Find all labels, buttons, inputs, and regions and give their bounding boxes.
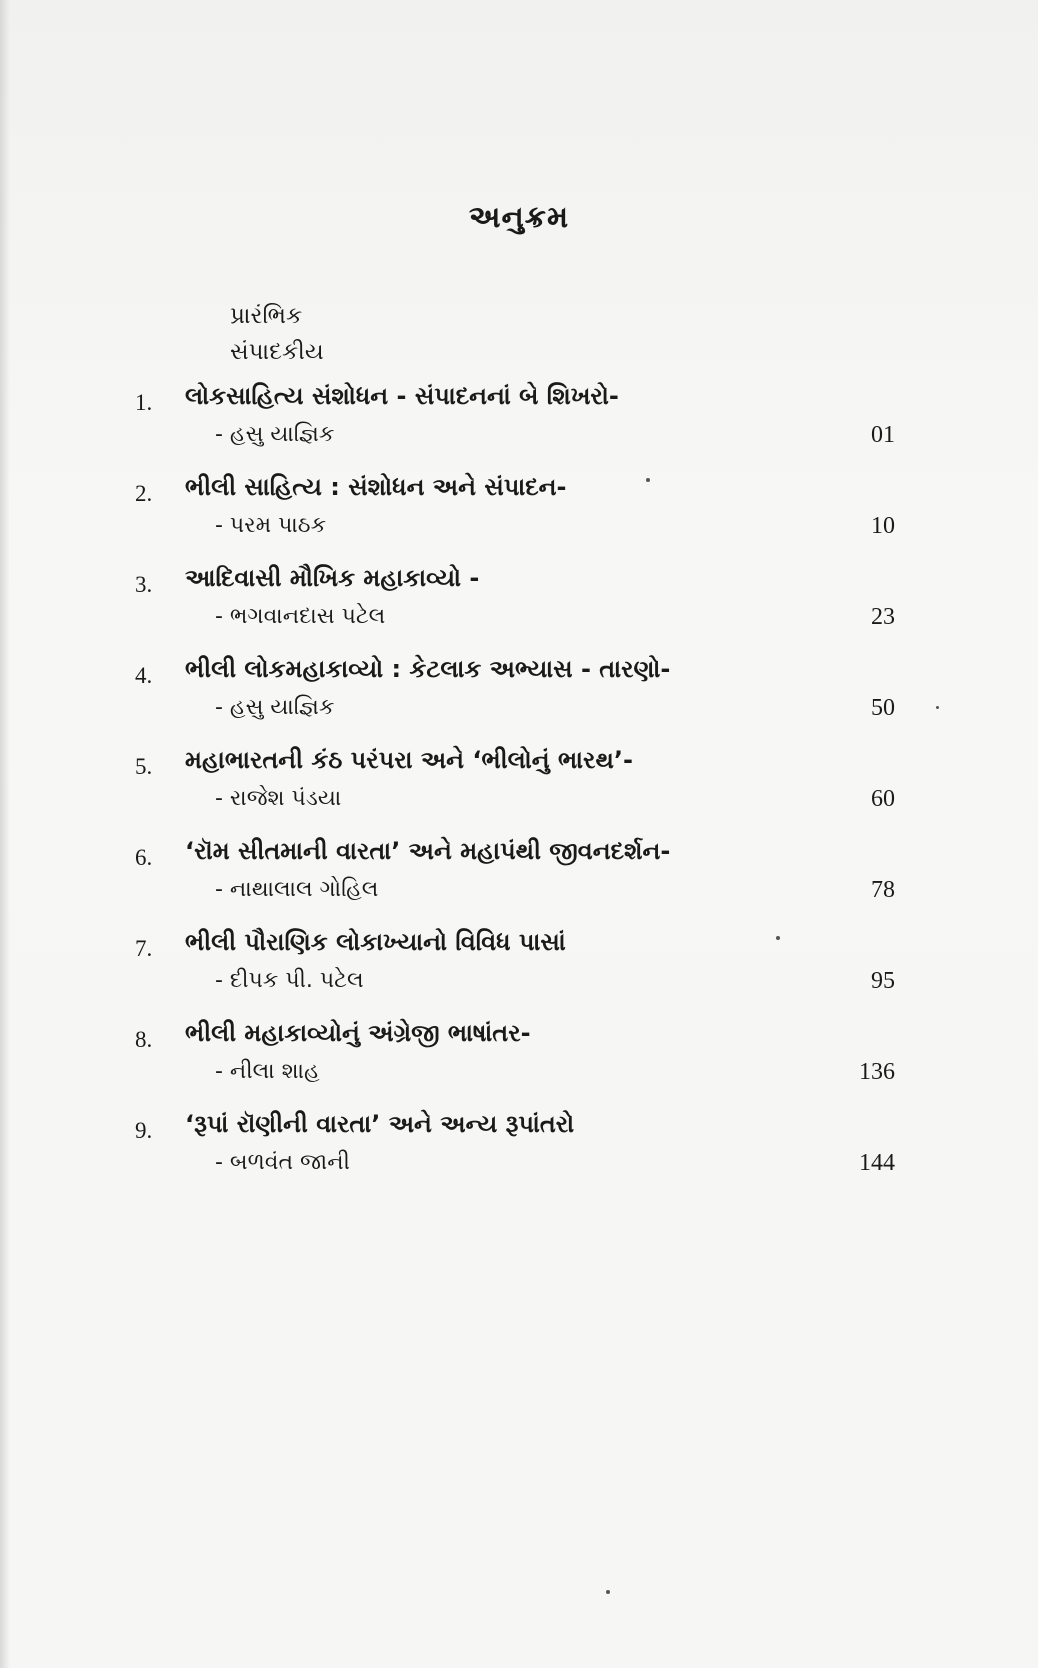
toc-entry[interactable] [135,655,895,746]
entry-number: 1. [135,390,153,415]
entry-title: ભીલી સાહિત્ય : સંશોધન અને સંપાદન- [185,473,567,501]
entry-page-number: 23 [871,604,895,630]
entry-author: - પરમ પાઠક [215,513,327,538]
entry-number: 5. [135,754,153,779]
entry-title: ભીલી લોકમહાકાવ્યો : કેટલાક અભ્યાસ - તારણો- [185,655,671,683]
entry-author: - હસુ યાજ્ઞિક [215,422,335,447]
dust-speck [646,478,650,482]
entry-number: 8. [135,1027,153,1052]
entry-page-number: 01 [871,422,895,448]
toc-entry[interactable] [135,928,895,1019]
toc-entry[interactable] [135,1110,895,1201]
toc-entry[interactable] [135,746,895,837]
toc-entry[interactable] [135,382,895,473]
entry-author: - દીપક પી. પટેલ [215,968,364,993]
entry-page-number: 95 [871,968,895,994]
entry-title: મહાભારતની કંઠ પરંપરા અને ‘ભીલોનું ભારથ’- [185,746,633,774]
prelims-item-preliminary: પ્રારંભિક [230,303,303,329]
entry-author: - હસુ યાજ્ઞિક [215,695,335,720]
entry-page-number: 78 [871,877,895,903]
page-edge-shadow [0,0,10,1668]
entry-author: - ભગવાનદાસ પટેલ [215,604,386,629]
entry-title: ભીલી પૌરાણિક લોકાખ્યાનો વિવિધ પાસાં [185,928,566,956]
dust-speck [936,706,939,709]
dust-speck [776,936,780,940]
entry-title: ‘રૉમ સીતમાની વારતા’ અને મહાપંથી જીવનદર્શન- [185,837,671,865]
toc-entry[interactable] [135,1019,895,1110]
prelims-item-editorial: સંપાદકીય [230,339,324,365]
entry-title: લોકસાહિત્ય સંશોધન - સંપાદનનાં બે શિખરો- [185,382,619,410]
entry-page-number: 144 [859,1150,895,1176]
entry-number: 7. [135,936,153,961]
entry-page-number: 50 [871,695,895,721]
page-title: અનુક્રમ [468,200,570,235]
entry-number: 3. [135,572,153,597]
entry-number: 2. [135,481,153,506]
entry-number: 4. [135,663,153,688]
entry-title: ‘રૂપાં રૉણીની વારતા’ અને અન્ય રૂપાંતરો [185,1110,575,1138]
entry-author: - નીલા શાહ [215,1059,320,1084]
toc-entry[interactable] [135,837,895,928]
entry-page-number: 136 [859,1059,895,1085]
entry-number: 6. [135,845,153,870]
entry-author: - નાથાલાલ ગોહિલ [215,877,379,902]
entry-title: ભીલી મહાકાવ્યોનું અંગ્રેજી ભાષાંતર- [185,1019,531,1047]
toc-entry[interactable] [135,564,895,655]
entry-author: - બળવંત જાની [215,1150,350,1175]
table-of-contents [135,382,895,1201]
entry-number: 9. [135,1118,153,1143]
toc-entry[interactable] [135,473,895,564]
entry-title: આદિવાસી મૌખિક મહાકાવ્યો - [185,564,480,592]
entry-page-number: 60 [871,786,895,812]
entry-author: - રાજેશ પંડયા [215,786,342,811]
prelims-list [230,298,324,370]
dust-speck [606,1590,610,1594]
entry-page-number: 10 [871,513,895,539]
